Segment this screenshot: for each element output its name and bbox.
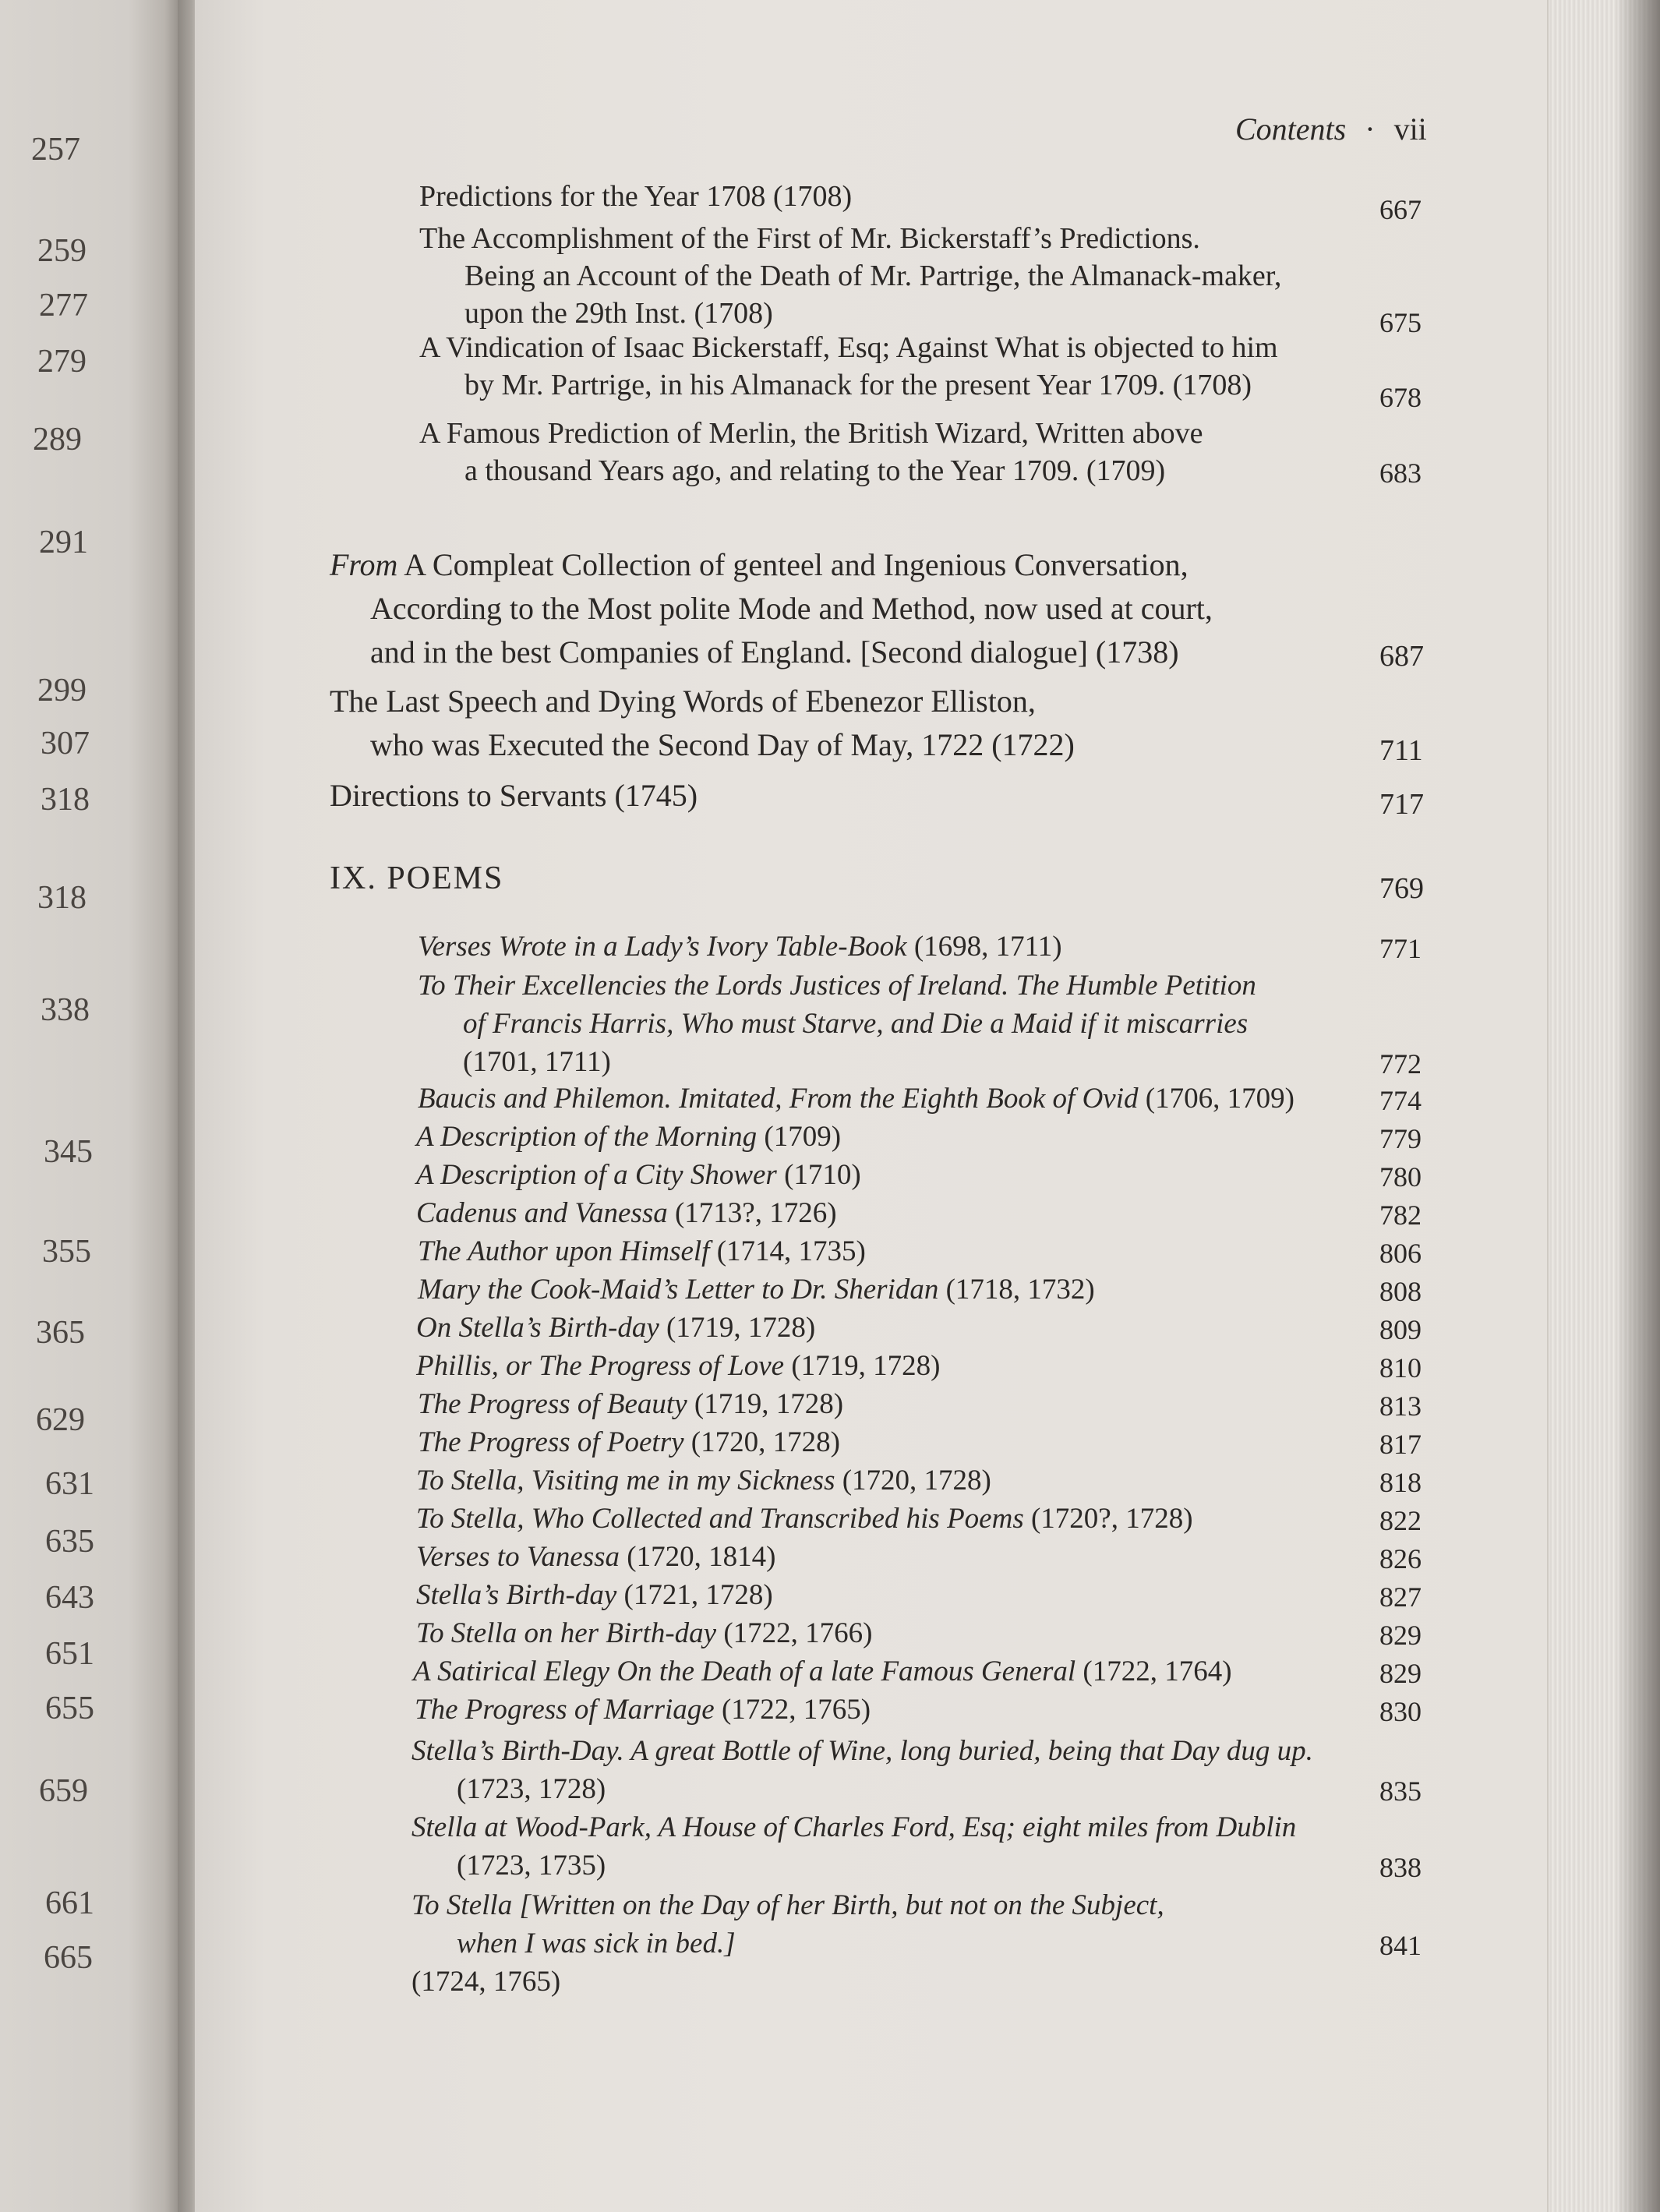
poem-dates: (1722, 1764): [1075, 1655, 1232, 1687]
entry-title-cont: upon the 29th Inst. (1708): [464, 297, 773, 330]
poem-entry: [418, 1232, 866, 1270]
left-page-number: 665: [44, 1940, 93, 1976]
poem-dates: (1722, 1766): [716, 1617, 873, 1649]
poem-dates: (1709): [757, 1121, 842, 1153]
poem-page: 782: [1379, 1200, 1422, 1231]
poem-title-cont: when I was sick in bed.]: [457, 1928, 736, 1959]
poem-page: 780: [1379, 1161, 1422, 1193]
poem-page: 829: [1379, 1658, 1422, 1689]
entry-title: The Last Speech and Dying Words of Ebenezor Elliston,: [330, 684, 1036, 719]
running-head: [1235, 111, 1427, 147]
poem-title: To Stella, Visiting me in my Sickness: [416, 1465, 835, 1496]
entry-title-cont: by Mr. Partrige, in his Almanack for the present Year 1709. (1708): [464, 369, 1252, 401]
poem-page: 838: [1379, 1852, 1422, 1883]
entry-page: 687: [1379, 640, 1424, 673]
poem-page: 779: [1379, 1123, 1422, 1154]
poem-title: The Progress of Marriage: [415, 1694, 715, 1726]
section-page: 769: [1379, 872, 1424, 905]
left-page-number: 259: [37, 233, 87, 269]
toc-entry: [419, 220, 1281, 332]
entry-title-cont: a thousand Years ago, and relating to the Year 1709. (1709): [464, 454, 1166, 487]
left-page-number: 257: [31, 132, 80, 168]
poem-title-cont: of Francis Harris, Who must Starve, and Die a Maid if it miscarries: [463, 1008, 1249, 1040]
poem-entry: [416, 1118, 841, 1156]
poem-entry: [418, 1385, 843, 1423]
poem-dates: (1719, 1728): [659, 1312, 816, 1344]
poem-dates: (1721, 1728): [616, 1579, 773, 1611]
poem-dates: (1698, 1711): [906, 931, 1062, 963]
poem-entry: [418, 1270, 1095, 1309]
poem-page: 830: [1379, 1696, 1422, 1727]
entry-title-cont: According to the Most polite Mode and Method, now used at court,: [370, 591, 1213, 626]
page-edges: [1547, 0, 1660, 2212]
left-page-number: 659: [39, 1773, 88, 1809]
poem-dates: (1713?, 1726): [667, 1197, 837, 1229]
poem-dates: (1724, 1765): [411, 1966, 561, 1998]
poem-title: Stella’s Birth-day: [416, 1579, 617, 1611]
poem-dates: (1718, 1732): [938, 1274, 1095, 1306]
entry-page: 711: [1379, 734, 1423, 767]
poem-page: 810: [1379, 1352, 1422, 1383]
poem-title: Verses to Vanessa: [416, 1541, 620, 1573]
poem-entry: [411, 1808, 1296, 1885]
poem-entry: [411, 1886, 1164, 2001]
poem-page: 835: [1379, 1776, 1422, 1807]
poem-entry: [416, 1347, 941, 1385]
left-page-number: 635: [45, 1524, 94, 1560]
poem-dates: (1723, 1735): [457, 1850, 606, 1882]
left-page-number: 299: [37, 673, 87, 708]
entry-page: 675: [1379, 307, 1422, 338]
poem-page: 813: [1379, 1390, 1422, 1422]
poem-dates: (1720, 1728): [683, 1426, 840, 1458]
poem-page: 772: [1379, 1048, 1422, 1079]
poem-title: Verses Wrote in a Lady’s Ivory Table-Book: [418, 931, 907, 963]
poem-dates: (1714, 1735): [709, 1235, 866, 1267]
poem-page: 818: [1379, 1467, 1422, 1498]
poem-title: A Description of the Morning: [416, 1121, 758, 1153]
poem-page: 806: [1379, 1238, 1422, 1269]
entry-title: A Famous Prediction of Merlin, the British Wizard, Written above: [419, 417, 1203, 450]
entry-title: A Compleat Collection of genteel and Ingenious Conversation,: [404, 547, 1188, 582]
poem-page: 841: [1379, 1930, 1422, 1961]
toc-entry: [330, 543, 1213, 674]
toc-entry: [330, 680, 1075, 767]
poem-title: Stella’s Birth-Day. A great Bottle of Wine, long buried, being that Day dug up.: [411, 1735, 1313, 1767]
poem-title: The Progress of Beauty: [418, 1388, 687, 1420]
poem-dates: (1723, 1728): [457, 1773, 606, 1805]
poem-title: To Stella, Who Collected and Transcribed his Poems: [416, 1503, 1024, 1535]
poem-dates: (1720, 1814): [620, 1541, 776, 1573]
previous-page: [0, 0, 183, 2212]
poem-entry: [416, 1500, 1193, 1538]
left-page-number: 365: [36, 1315, 85, 1351]
poem-page: 822: [1379, 1505, 1422, 1536]
left-page-number: 291: [39, 525, 88, 560]
poem-dates: (1706, 1709): [1138, 1083, 1294, 1115]
entry-title-cont: and in the best Companies of England. [Second dialogue] (1738): [370, 634, 1179, 670]
poem-title: Cadenus and Vanessa: [416, 1197, 668, 1229]
running-head-separator: ·: [1365, 111, 1376, 147]
poem-page: 827: [1379, 1581, 1422, 1613]
poem-page: 817: [1379, 1429, 1422, 1460]
entry-title: Directions to Servants (1745): [330, 778, 698, 813]
toc-entry: [330, 774, 698, 818]
left-page-number: 629: [36, 1402, 85, 1438]
poem-page: 774: [1379, 1085, 1422, 1116]
poem-page: 809: [1379, 1314, 1422, 1345]
poem-dates: (1701, 1711): [463, 1046, 611, 1078]
poem-entry: [415, 1691, 871, 1729]
poem-title: To Stella [Written on the Day of her Birth, but not on the Subject,: [411, 1889, 1164, 1921]
left-page-number: 655: [45, 1691, 94, 1726]
poem-title: Mary the Cook-Maid’s Letter to Dr. Sheridan: [418, 1274, 939, 1306]
poem-entry: [416, 1194, 837, 1232]
running-head-section: Contents: [1235, 111, 1347, 147]
entry-prefix: From: [330, 547, 398, 582]
poem-entry: [418, 966, 1256, 1081]
poem-title: The Author upon Himself: [418, 1235, 710, 1267]
entry-page: 667: [1379, 194, 1422, 225]
poem-entry: [411, 1732, 1313, 1808]
poem-page: 826: [1379, 1543, 1422, 1574]
poem-title: To Their Excellencies the Lords Justices of Ireland. The Humble Petition: [418, 970, 1256, 1002]
poem-title: A Description of a City Shower: [416, 1159, 777, 1191]
toc-entry: [419, 415, 1203, 489]
left-page-number: 651: [45, 1636, 94, 1672]
poem-entry: [416, 1156, 861, 1194]
entry-page: 717: [1379, 788, 1424, 821]
poem-entry: [416, 1538, 775, 1576]
poem-dates: (1720, 1728): [835, 1465, 991, 1496]
poem-entry: [416, 1576, 773, 1614]
running-head-page: vii: [1393, 111, 1427, 147]
left-page-number: 338: [41, 992, 90, 1028]
poem-dates: (1722, 1765): [714, 1694, 871, 1726]
entry-title: Predictions for the Year 1708 (1708): [419, 180, 853, 213]
toc-entry: [419, 178, 852, 215]
poem-page: 829: [1379, 1620, 1422, 1651]
poem-title: On Stella’s Birth-day: [416, 1312, 659, 1344]
left-page-number: 643: [45, 1580, 94, 1616]
left-page-number: 318: [41, 782, 90, 818]
poem-title: A Satirical Elegy On the Death of a late Famous General: [413, 1655, 1076, 1687]
poem-dates: (1719, 1728): [687, 1388, 844, 1420]
left-page-number: 277: [39, 288, 88, 323]
entry-title: The Accomplishment of the First of Mr. Bickerstaff’s Predictions.: [419, 222, 1200, 255]
left-page-number: 345: [44, 1134, 93, 1170]
entry-title-cont: who was Executed the Second Day of May, 1722 (1722): [370, 727, 1075, 762]
poem-title: To Stella on her Birth-day: [416, 1617, 717, 1649]
poem-title: Stella at Wood-Park, A House of Charles Ford, Esq; eight miles from Dublin: [411, 1811, 1297, 1843]
poem-entry: [416, 1461, 991, 1500]
left-page-number: 355: [42, 1234, 91, 1270]
left-page-number: 279: [37, 344, 87, 380]
entry-page: 678: [1379, 382, 1422, 413]
poem-dates: (1710): [776, 1159, 861, 1191]
poem-page: 808: [1379, 1276, 1422, 1307]
poem-entry: [418, 928, 1062, 966]
poem-page: 771: [1379, 933, 1422, 964]
poem-entry: [418, 1079, 1294, 1118]
poem-title: Phillis, or The Progress of Love: [416, 1350, 785, 1382]
poem-dates: (1720?, 1728): [1023, 1503, 1193, 1535]
left-page-number: 318: [37, 880, 87, 916]
poem-entry: [418, 1423, 840, 1461]
left-page-number: 661: [45, 1885, 94, 1921]
entry-title-cont: Being an Account of the Death of Mr. Partrige, the Almanack-maker,: [464, 260, 1282, 292]
entry-page: 683: [1379, 458, 1422, 489]
left-page-number: 307: [41, 726, 90, 761]
poem-entry: [413, 1652, 1232, 1691]
section-heading: IX. POEMS: [330, 860, 504, 896]
poem-dates: (1719, 1728): [784, 1350, 941, 1382]
poem-title: Baucis and Philemon. Imitated, From the Eighth Book of Ovid: [418, 1083, 1139, 1115]
left-page-number: 631: [45, 1466, 94, 1502]
poem-entry: [416, 1309, 815, 1347]
toc-entry: [419, 329, 1278, 404]
left-page-number: 289: [33, 422, 82, 458]
poem-entry: [416, 1614, 872, 1652]
poem-title: The Progress of Poetry: [418, 1426, 684, 1458]
entry-title: A Vindication of Isaac Bickerstaff, Esq; Against What is objected to him: [419, 331, 1278, 364]
